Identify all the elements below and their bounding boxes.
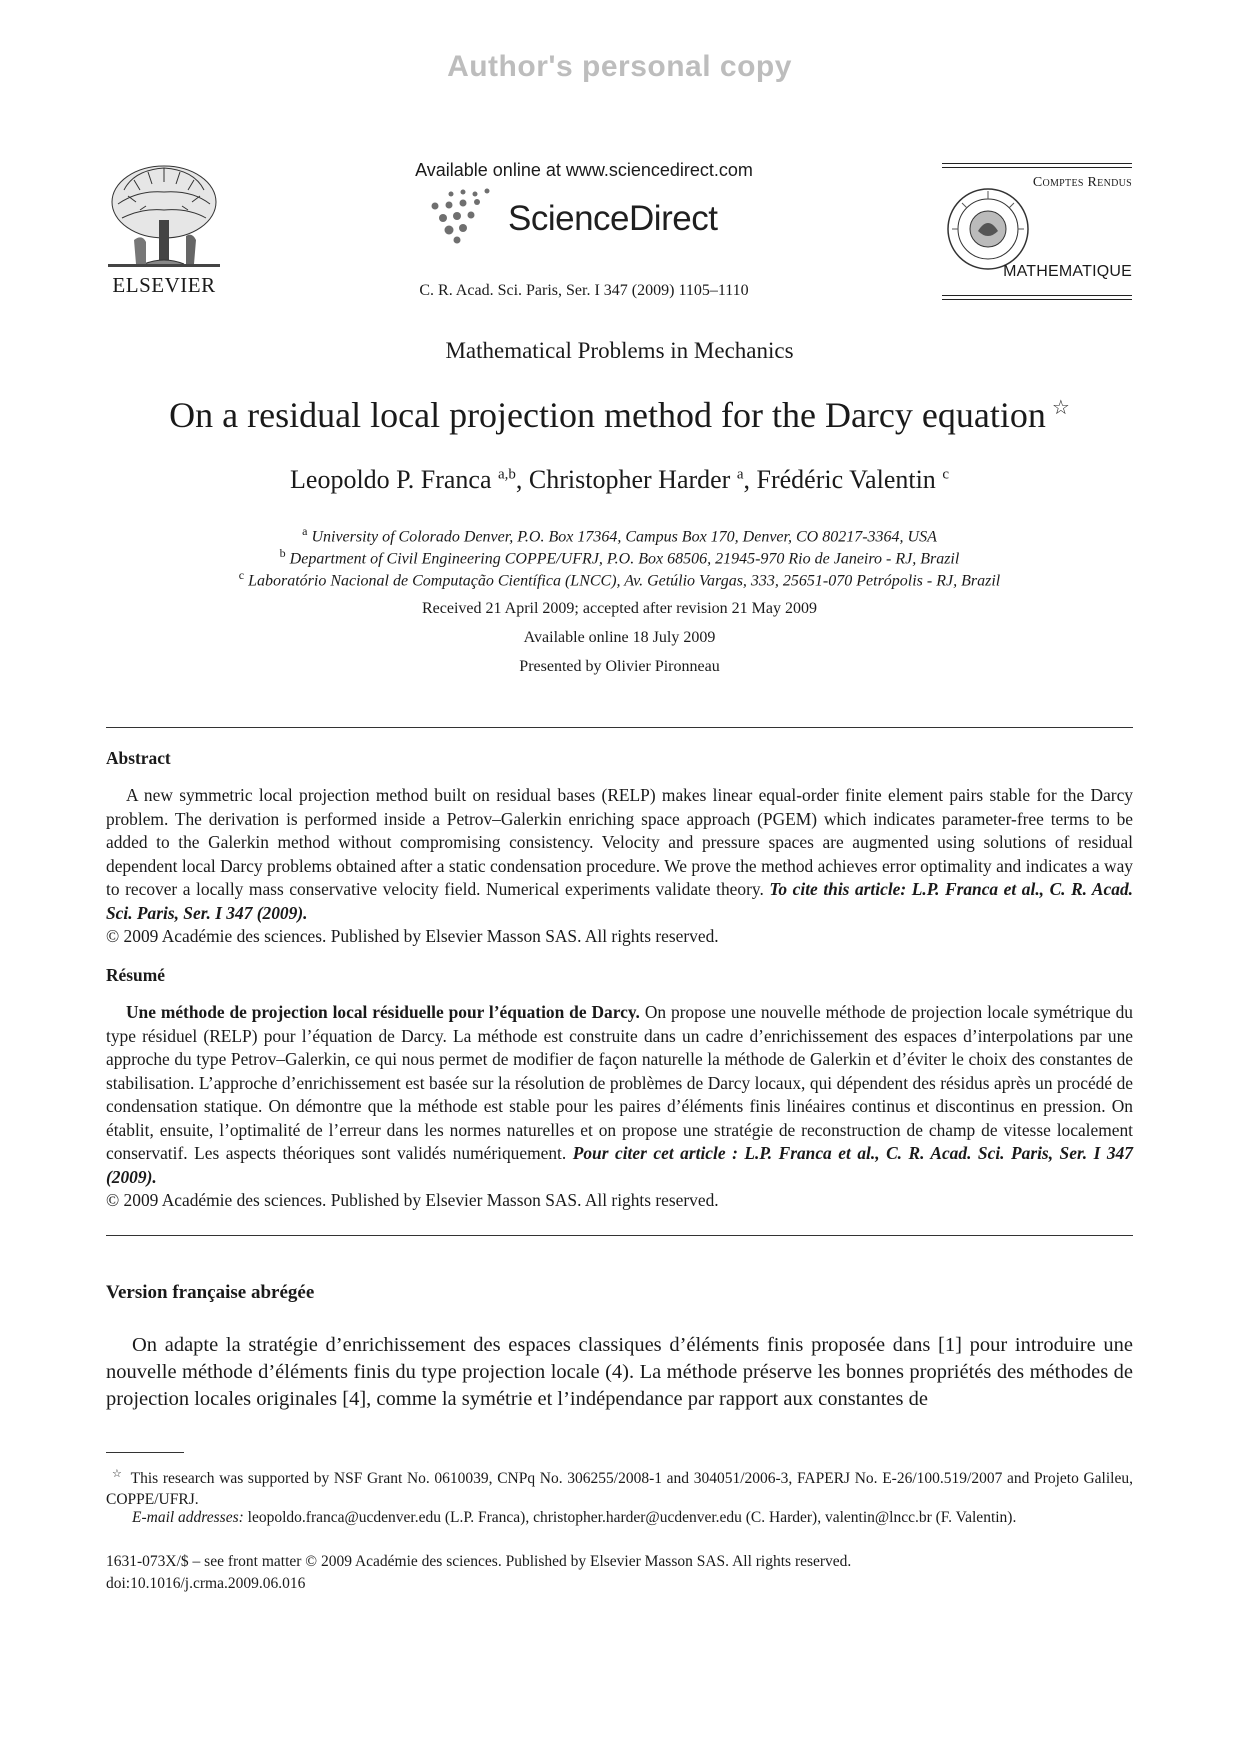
affiliation-text: Laboratório Nacional de Computação Científica (LNCC), Av. Getúlio Vargas, 333, 25651-070 Petrópolis - RJ, Brazil [248,572,1001,590]
comptes-rendus-logo [942,163,1132,299]
abstract-text: A new symmetric local projection method built on residual bases (RELP) makes linear equal-order finite element pairs stable for the Darcy problem. The derivation is performed inside a Petrov–Galerkin enriching space approach (PGEM) which indicates parameter-free terms to be added to the Galerkin method without compromising consistency. Velocity and pressure spaces are augmented using solutions of residual dependent local Darcy problems obtained after a static condensation procedure. We prove the method achieves error optimality and indicates a way to recover a locally mass conservative velocity field. Numerical experiments validate theory. [106,785,1133,899]
email-addresses[interactable]: leopoldo.franca@ucdenver.edu (L.P. Franca), christopher.harder@ucdenver.edu (C. Harder), valentin@lncc.br (F. Valentin). [247,1509,1017,1526]
version-francaise-heading: Version française abrégée [106,1282,315,1303]
journal-citation: C. R. Acad. Sci. Paris, Ser. I 347 (2009) 1105–1110 [419,282,749,299]
email-footnote [106,1507,1133,1528]
version-francaise-body: On adapte la stratégie d’enrichissement des espaces classiques d’éléments finis proposée dans [1] pour introduire une nouvelle méthode d’éléments finis du type projection locale (4). La méthode préserve les bonnes propriétés des méthodes de projection locales originales [4], comme la symétrie et l’indépendance par rapport aux constantes de [106,1334,1133,1410]
resume-cite: Pour citer cet article : L.P. Franca et al., C. R. Acad. Sci. Paris, Ser. I 347 (2009). [106,1143,1133,1187]
available-online-date: Available online 18 July 2009 [523,629,716,646]
funding-text: This research was supported by NSF Grant No. 0610039, CNPq No. 306255/2008-1 and 304051/2006-3, FAPERJ No. E-26/100.519/2007 and Projeto Galileu, COPPE/UFRJ. [106,1470,1133,1509]
author-name: Leopoldo P. Franca [290,465,492,494]
author-separator: , [515,465,529,494]
author-affiliation-mark: c [942,466,949,483]
watermark: Author's personal copy [447,50,792,83]
resume-lead: Une méthode de projection local résiduelle pour l’équation de Darcy. [126,1002,640,1022]
abstract-heading: Abstract [106,748,171,768]
doi-line[interactable]: doi:10.1016/j.crma.2009.06.016 [106,1575,306,1592]
paper-title [0,394,1239,436]
affiliation-mark: a [302,524,308,538]
author-affiliation-mark: a [736,466,744,483]
academy-seal-icon [942,181,1034,273]
affiliation-text: Department of Civil Engineering COPPE/UFRJ, P.O. Box 68506, 21945-970 Rio de Janeiro - RJ, Brazil [289,550,960,568]
affiliation-text: University of Colorado Denver, P.O. Box 17364, Campus Box 170, Denver, CO 80217-3364, USA [311,528,937,546]
affiliation [0,546,1239,568]
resume-copyright: © 2009 Académie des sciences. Published by Elsevier Masson SAS. All rights reserved. [106,1190,719,1210]
section-type: Mathematical Problems in Mechanics [445,338,794,363]
resume-body [106,1001,1133,1213]
author-separator: , [743,465,757,494]
footnote-mark: ☆ [112,1468,123,1480]
received-dates: Received 21 April 2009; accepted after revision 21 May 2009 [422,600,817,617]
affiliation-mark: b [279,546,286,560]
affiliation [0,524,1239,546]
author-affiliation-mark: a,b [497,466,516,483]
presented-by: Presented by Olivier Pironneau [519,658,720,675]
author-name: Frédéric Valentin [756,465,936,494]
email-label: E-mail addresses: [132,1509,244,1526]
sciencedirect-brand: ScienceDirect [508,199,718,238]
footnote-rule [106,1452,184,1453]
available-online-text: Available online at www.sciencedirect.com [415,160,753,180]
affiliation-mark: c [238,568,245,582]
resume-text: On propose une nouvelle méthode de projection locale symétrique du type résiduel (RELP) pour l’équation de Darcy. La méthode est construite dans un cadre d’enrichissement des espaces d’interpolations par une approche du type Petrov–Galerkin, ce qui nous permet de modifier de façon naturelle la méthode de Galerkin et d’éviter le choix des constantes de stabilisation. L’approche d’enrichissement est basée sur la résolution de problèmes de Darcy locaux, qui dépendent des résidus après un procédé de condensation statique. On démontre que la méthode est stable pour les paires d’éléments finis linéaires continus et discontinus en pression. On établit, ensuite, l’optimalité de l’erreur dans les normes naturelles et on propose une stratégie de reconstruction de champ de vitesse localement conservatif. Les aspects théoriques sont validés numériquement. [106,1002,1134,1163]
author-list [0,465,1239,495]
publisher-name: ELSEVIER [112,273,216,297]
affiliation [0,568,1239,590]
title-footnote-mark: ☆ [1051,397,1070,419]
divider [106,727,1133,728]
issn-line: 1631-073X/$ – see front matter © 2009 Académie des sciences. Published by Elsevier Masson SAS. All rights reserved. [106,1553,852,1570]
journal-name-bottom: MATHEMATIQUE [1003,263,1132,280]
funding-footnote [106,1464,1133,1510]
abstract-copyright: © 2009 Académie des sciences. Published by Elsevier Masson SAS. All rights reserved. [106,926,719,946]
abstract-body [106,784,1133,949]
author-name: Christopher Harder [528,465,731,494]
divider [106,1235,1133,1236]
journal-name-top: Comptes Rendus [1032,175,1132,190]
resume-heading: Résumé [106,965,165,985]
paper-title-text: On a residual local projection method for the Darcy equation [169,395,1046,435]
abstract-cite: To cite this article: L.P. Franca et al., C. R. Acad. Sci. Paris, Ser. I 347 (2009). [106,879,1133,923]
